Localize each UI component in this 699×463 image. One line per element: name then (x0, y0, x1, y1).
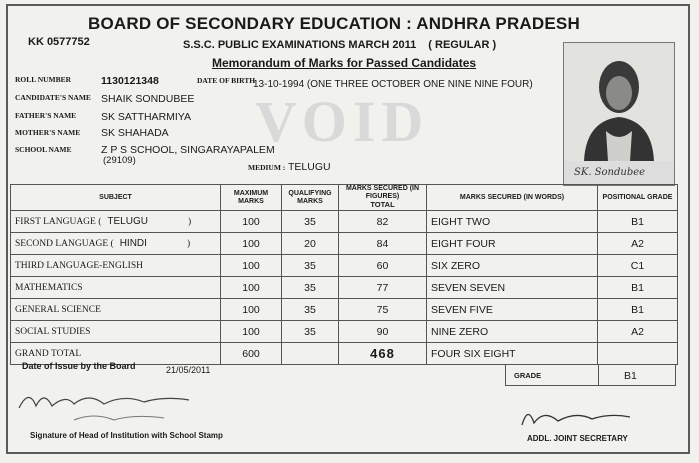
table-row (11, 211, 678, 233)
photo-signature: SK. Sondubee (574, 167, 646, 178)
header-grade: POSITIONAL GRADE (598, 185, 678, 211)
table-row (11, 233, 678, 255)
subject-cell: THIRD LANGUAGE-ENGLISH (11, 255, 221, 277)
header-marks-figures: MARKS SECURED (IN FIGURES) TOTAL (339, 185, 427, 211)
marks-in-words-cell: EIGHT TWO (427, 211, 598, 233)
max-marks-cell: 100 (221, 299, 282, 321)
exam-name: S.S.C. PUBLIC EXAMINATIONS MARCH 2011 ( REGULAR ) (183, 39, 497, 51)
subject-cell: SOCIAL STUDIES (11, 321, 221, 343)
secretary-signature (518, 403, 638, 433)
secured-marks-cell: 60 (339, 255, 427, 277)
grade-cell: B1 (598, 299, 678, 321)
grand-total-max: 600 (221, 343, 282, 365)
secretary-label: ADDL. JOINT SECRETARY (527, 434, 628, 443)
issue-date: 21/05/2011 (166, 365, 211, 375)
school-name: Z P S SCHOOL, SINGARAYAPALEM (101, 144, 275, 156)
table-row (11, 299, 678, 321)
grade-cell: A2 (598, 321, 678, 343)
secured-marks-cell: 77 (339, 277, 427, 299)
grand-total-label: GRAND TOTAL (11, 343, 221, 365)
subject-cell: GENERAL SCIENCE (11, 299, 221, 321)
medium-value: TELUGU (288, 161, 331, 173)
subject-cell: MATHEMATICS (11, 277, 221, 299)
subject-cell: FIRST LANGUAGE ( TELUGU ) (11, 211, 221, 233)
roll-label: ROLL NUMBER (15, 75, 72, 84)
grade-label: GRADE (514, 371, 542, 380)
qualifying-marks-cell: 35 (282, 299, 339, 321)
candidate-photo (563, 42, 675, 186)
candidate-name: SHAIK SONDUBEE (101, 93, 195, 105)
mother-name-label: MOTHER'S NAME (15, 128, 81, 137)
secured-marks-cell: 84 (339, 233, 427, 255)
qualifying-marks-cell: 35 (282, 211, 339, 233)
void-watermark: VOID (255, 89, 430, 154)
candidate-portrait (564, 43, 674, 161)
marks-in-words-cell: SEVEN SEVEN (427, 277, 598, 299)
header-max-marks: MAXIMUM MARKS (221, 185, 282, 211)
header-qualifying-marks: QUALIFYING MARKS (282, 185, 339, 211)
grand-total-grade (598, 343, 678, 365)
overall-grade-box (505, 364, 676, 386)
max-marks-cell: 100 (221, 233, 282, 255)
medium-label: MEDIUM : (248, 163, 286, 172)
secured-marks-cell: 90 (339, 321, 427, 343)
father-name: SK SATTHARMIYA (101, 111, 192, 123)
school-code: (29109) (103, 155, 136, 166)
max-marks-cell: 100 (221, 255, 282, 277)
header-subject: SUBJECT (11, 185, 221, 211)
header-marks-words: MARKS SECURED (IN WORDS) (427, 185, 598, 211)
grade-separator (598, 365, 599, 385)
qualifying-marks-cell: 35 (282, 255, 339, 277)
grade-cell: C1 (598, 255, 678, 277)
table-header-row (11, 185, 678, 211)
table-row (11, 255, 678, 277)
marks-in-words-cell: SIX ZERO (427, 255, 598, 277)
qualifying-marks-cell: 20 (282, 233, 339, 255)
issue-date-label: Date of Issue by the Board (22, 361, 136, 371)
max-marks-cell: 100 (221, 321, 282, 343)
marks-in-words-cell: NINE ZERO (427, 321, 598, 343)
mother-name: SK SHAHADA (101, 127, 169, 139)
overall-grade: B1 (624, 370, 637, 382)
secured-marks-cell: 75 (339, 299, 427, 321)
father-name-label: FATHER'S NAME (15, 111, 77, 120)
grand-total-words: FOUR SIX EIGHT (427, 343, 598, 365)
table-row (11, 321, 678, 343)
roll-number: 1130121348 (101, 75, 159, 87)
secured-marks-cell: 82 (339, 211, 427, 233)
grand-total-qual (282, 343, 339, 365)
marks-table (10, 184, 678, 365)
grade-cell: A2 (598, 233, 678, 255)
qualifying-marks-cell: 35 (282, 321, 339, 343)
dob-value: 13-10-1994 (ONE THREE OCTOBER ONE NINE NINE FOUR) (253, 79, 533, 90)
max-marks-cell: 100 (221, 277, 282, 299)
subject-cell: SECOND LANGUAGE ( HINDI ) (11, 233, 221, 255)
school-name-label: SCHOOL NAME (15, 145, 72, 154)
candidate-name-label: CANDIDATE'S NAME (15, 93, 91, 102)
grand-total-secured: 468 (339, 343, 427, 365)
max-marks-cell: 100 (221, 211, 282, 233)
serial-number: KK 0577752 (28, 36, 90, 48)
board-title: BOARD OF SECONDARY EDUCATION : ANDHRA PRADESH (88, 14, 580, 33)
table-row (11, 277, 678, 299)
qualifying-marks-cell: 35 (282, 277, 339, 299)
memo-title: Memorandum of Marks for Passed Candidates (212, 56, 477, 70)
grade-cell: B1 (598, 277, 678, 299)
dob-label: DATE OF BIRTH (197, 76, 256, 85)
marks-in-words-cell: SEVEN FIVE (427, 299, 598, 321)
hm-signature-label: Signature of Head of Institution with School Stamp (30, 431, 223, 440)
grade-cell: B1 (598, 211, 678, 233)
marks-in-words-cell: EIGHT FOUR (427, 233, 598, 255)
headmaster-signature (14, 380, 214, 430)
